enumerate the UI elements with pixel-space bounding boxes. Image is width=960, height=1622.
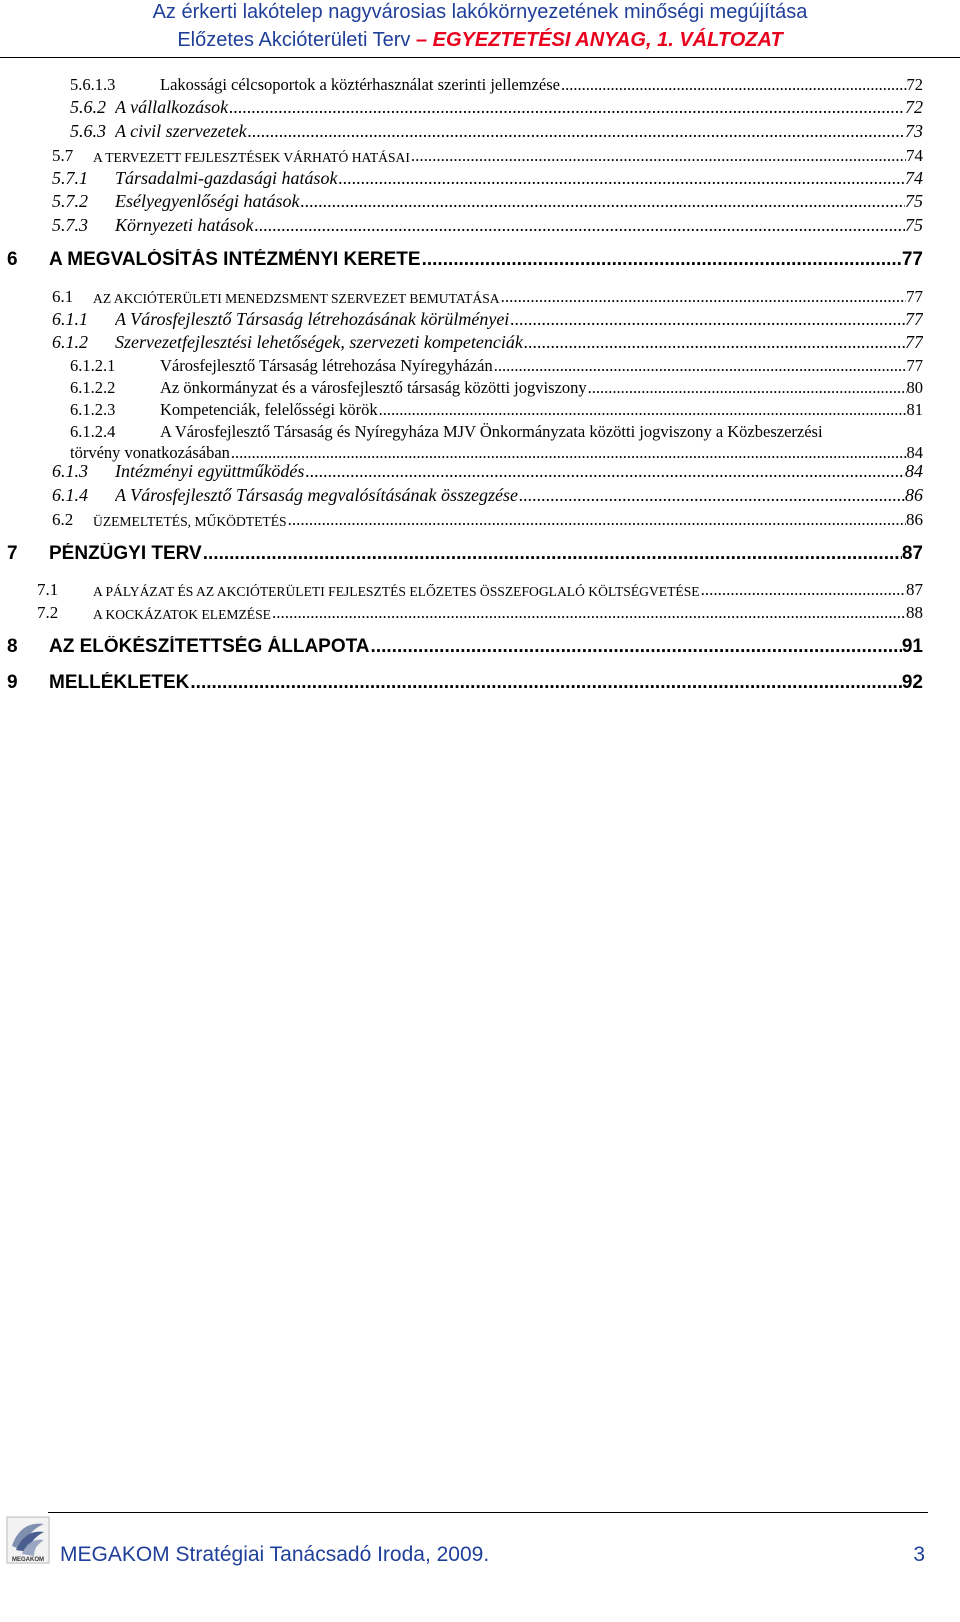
toc-entry-title: Városfejlesztő Társaság létrehozása Nyíregyházán [160,357,493,376]
toc-leader [299,191,905,212]
toc-entry-title: A KOCKÁZATOK ELEMZÉSE [93,607,271,623]
toc-entry-number: 6.1.2 [52,332,88,353]
toc-leader [410,146,906,166]
toc-entry-title: A civil szervezetek [115,121,247,142]
toc-entry-body [160,357,923,376]
toc-leader [304,461,905,482]
toc-entry[interactable] [0,95,960,119]
toc-entry-body [49,543,923,565]
toc-entry[interactable] [0,246,960,272]
toc-entry-title: Környezeti hatások [115,215,254,236]
toc-entry[interactable] [0,72,960,96]
toc-entry-page: 72 [905,97,923,118]
toc-entry-page: 77 [905,309,923,330]
toc-leader [509,309,905,330]
toc-leader [202,543,902,565]
toc-entry[interactable] [0,669,960,695]
toc-entry-page: 72 [906,76,923,95]
toc-entry-body [160,401,923,420]
toc-entry-body [115,191,923,212]
toc-entry[interactable] [0,166,960,190]
toc-entry-body [49,636,923,658]
toc-entry-title: A Városfejlesztő Társaság és Nyíregyháza MJV Önkormányzata közötti jogviszony a Közbeszerzési [160,423,823,442]
toc-leader [700,580,906,600]
toc-entry-title: A Városfejlesztő Társaság megvalósításának összegzése [115,485,518,506]
toc-entry-number: 6.1.1 [52,309,88,330]
toc-entry[interactable] [0,353,960,377]
toc-entry-body [160,379,923,398]
toc-leader [500,287,906,307]
toc-entry-page: 75 [905,215,923,236]
toc-leader [253,215,905,236]
toc-entry-page: 86 [905,485,923,506]
toc-entry-title: ÜZEMELTETÉS, MŰKÖDTETÉS [93,514,287,530]
toc-entry-title: PÉNZÜGYI TERV [49,543,202,565]
toc-leader [228,97,905,118]
toc-leader [587,379,907,398]
toc-entry-number: 5.6.3 [70,121,106,142]
toc-entry-title: Intézményi együttműködés [115,461,305,482]
toc-entry[interactable] [0,507,960,531]
megakom-logo [6,1516,50,1564]
document-title: Az érkerti lakótelep nagyvárosias lakókörnyezetének minőségi megújítása [152,1,808,23]
toc-entry-number: 6 [7,249,18,271]
toc-leader [523,332,905,353]
toc-entry-body [93,510,923,530]
toc-entry-page: 73 [905,121,923,142]
toc-entry[interactable] [0,633,960,659]
toc-leader [421,249,902,271]
toc-entry-page: 84 [905,461,923,482]
toc-entry-number: 6.1.2.3 [70,400,116,420]
toc-entry-body [115,215,923,236]
toc-entry-page: 87 [901,543,923,565]
toc-entry-number: 5.7 [52,146,74,166]
toc-entry-body [115,168,923,189]
toc-entry[interactable] [0,213,960,237]
toc-entry[interactable] [0,600,960,624]
toc-entry-body [115,121,923,142]
toc-entry-title: Lakossági célcsoportok a köztérhasználat szerinti jellemzése [160,76,560,95]
toc-entry-number: 7.2 [37,603,59,623]
toc-entry-body [115,461,923,482]
toc-entry-body [115,309,923,330]
toc-entry[interactable] [0,397,960,421]
toc-entry-number: 6.2 [52,510,74,530]
toc-leader [560,76,907,95]
toc-entry-page: 77 [906,357,923,376]
toc-entry-number: 5.6.2 [70,97,106,118]
toc-entry-number: 8 [7,636,18,658]
footer-company: MEGAKOM Stratégiai Tanácsadó Iroda, 2009. [60,1543,490,1566]
toc-entry-title: A Városfejlesztő Társaság létrehozásának körülményei [115,309,510,330]
toc-entry-title: Szervezetfejlesztési lehetőségek, szervezeti kompetenciák [115,332,523,353]
toc-entry-page: 74 [905,168,923,189]
toc-entry-body [49,249,923,271]
toc-leader [247,121,905,142]
toc-entry-page: 92 [901,672,923,694]
toc-entry-number: 5.6.1.3 [70,75,116,95]
toc-entry-page: 77 [905,332,923,353]
subtitle-status: – EGYEZTETÉSI ANYAG, 1. VÁLTOZAT [415,29,783,51]
toc-entry-body [93,287,923,307]
toc-entry-number: 6.1.3 [52,461,88,482]
toc-entry-title: Kompetenciák, felelősségi körök [160,401,378,420]
toc-entry-number: 7 [7,543,18,565]
toc-entry-title: Esélyegyenlőségi hatások [115,191,300,212]
toc-entry-body [115,332,923,353]
toc-entry[interactable] [0,459,960,483]
toc-entry-title: A MEGVALÓSÍTÁS INTÉZMÉNYI KERETE [49,249,421,271]
page-number: 3 [913,1543,925,1566]
subtitle-plain: Előzetes Akcióterületi Terv [177,29,416,51]
toc-entry[interactable] [0,540,960,566]
footer-divider [48,1512,928,1513]
toc-entry-page: 88 [906,603,923,623]
toc-entry-number: 6.1.2.1 [70,356,116,376]
toc-entry-title: AZ AKCIÓTERÜLETI MENEDZSMENT SZERVEZET BEMUTATÁSA [93,291,500,307]
toc-entry-number: 9 [7,672,18,694]
toc-entry[interactable] [0,375,960,399]
toc-entry-title: AZ ELŐKÉSZÍTETTSÉG ÁLLAPOTA [49,636,370,658]
toc-entry-number: 7.1 [37,580,59,600]
toc-entry-body [93,146,923,166]
toc-entry-page: 81 [906,401,923,420]
toc-entry-body [115,97,923,118]
toc-entry-number: 6.1.4 [52,485,88,506]
toc-entry-body [160,76,923,95]
toc-entry-title: Az önkormányzat és a városfejlesztő társaság közötti jogviszony [160,379,587,398]
toc-entry-title: Társadalmi-gazdasági hatások [115,168,338,189]
toc-entry-number: 6.1.2.4 [70,422,116,442]
toc-entry-page: 84 [906,444,923,463]
toc-entry[interactable] [0,143,960,167]
toc-entry-number: 6.1 [52,287,74,307]
toc-entry-page: 86 [906,510,923,530]
toc-entry-title: MELLÉKLETEK [49,672,190,694]
toc-entry-page: 77 [906,287,923,307]
toc-leader [287,510,906,530]
toc-entry-page: 77 [901,249,923,271]
toc-entry-body [93,580,923,600]
toc-entry-number: 6.1.2.2 [70,378,116,398]
logo-text: MEGAKOM [12,1557,44,1563]
toc-leader [370,636,902,658]
toc-entry-title-continued: törvény vonatkozásában [70,444,230,463]
toc-entry[interactable] [0,284,960,308]
toc-leader [378,401,907,420]
toc-entry[interactable] [0,330,960,354]
toc-entry-page: 74 [906,146,923,166]
toc-leader [338,168,905,189]
toc-entry-body [49,672,923,694]
toc-entry-page: 80 [906,379,923,398]
toc-entry[interactable] [0,307,960,331]
toc-entry-title: A TERVEZETT FEJLESZTÉSEK VÁRHATÓ HATÁSAI [93,150,410,166]
toc-entry-title: A PÁLYÁZAT ÉS AZ AKCIÓTERÜLETI FEJLESZTÉS ELŐZETES ÖSSZEFOGLALÓ KÖLTSÉGVETÉSE [93,584,700,600]
toc-entry-body [93,603,923,623]
toc-entry-number: 5.7.2 [52,191,88,212]
toc-entry[interactable] [0,189,960,213]
toc-entry-body [115,485,923,506]
toc-entry-page: 91 [901,636,923,658]
toc-entry-page: 75 [905,191,923,212]
toc-leader [493,357,907,376]
toc-entry-number: 5.7.1 [52,168,88,189]
toc-entry[interactable] [0,119,960,143]
toc-entry[interactable] [0,483,960,507]
toc-entry-number: 5.7.3 [52,215,88,236]
toc-leader [189,672,901,694]
toc-leader [271,603,906,623]
toc-entry[interactable] [0,577,960,601]
toc-entry-title: A vállalkozások [115,97,229,118]
toc-leader [518,485,905,506]
toc-entry-page: 87 [906,580,923,600]
